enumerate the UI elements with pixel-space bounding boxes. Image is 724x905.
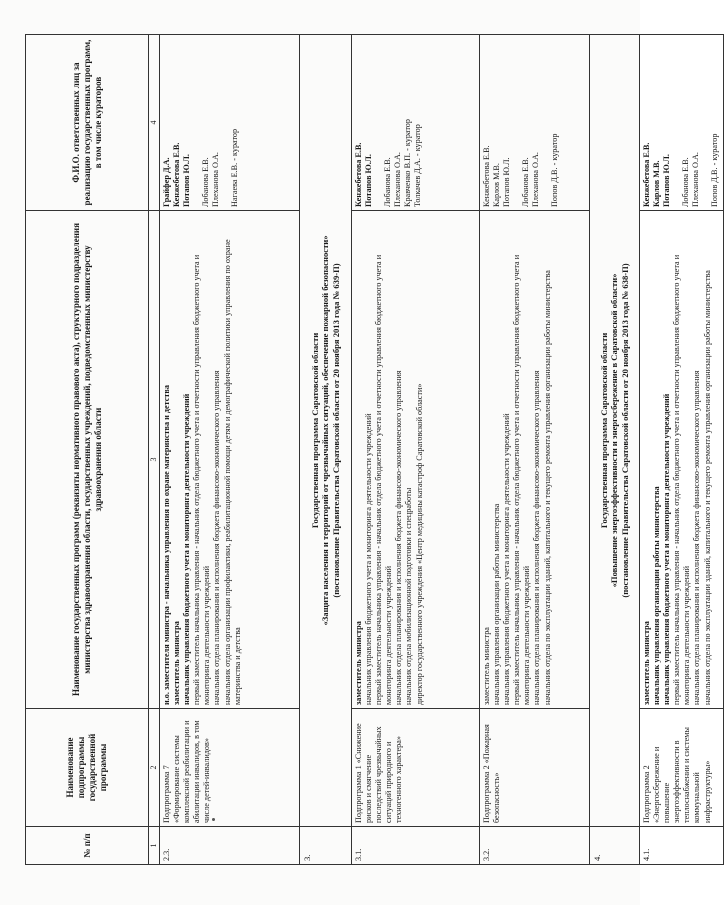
- post-line: заместитель министра: [482, 627, 491, 705]
- column-number-row: [149, 35, 160, 865]
- person-gap: [512, 38, 521, 207]
- post-line: первый заместитель начальника управления - начальник отдела бюджетного учета и отчетности управления бюджетного учета и мониторинга деятельности учреждений: [374, 254, 394, 705]
- col-number: 1: [149, 827, 160, 865]
- section-title: [590, 35, 640, 827]
- post-line: начальник отдела планирования и исполнения бюджета финансово-экономического управления: [692, 370, 702, 705]
- person-name: Плеханова О.А.: [393, 152, 403, 207]
- row-number: 4.: [590, 827, 640, 865]
- post-line: начальник управления организации работы министерства: [652, 486, 662, 705]
- person-gap: [192, 38, 201, 207]
- person-name: Карлов М.В.: [492, 163, 502, 207]
- post-line: начальник отдела планирования и исполнения бюджета финансово-экономического управления: [212, 370, 222, 705]
- col-number: 3: [149, 211, 160, 709]
- post-line: начальник управления бюджетного учета и мониторинга деятельности учреждений: [182, 393, 192, 705]
- row-number: 2.3.: [160, 827, 300, 865]
- header-num: № п/п: [26, 827, 149, 865]
- row-number: 3.2.: [480, 827, 590, 865]
- person-name: Лобанова Е.В.: [383, 157, 393, 207]
- post-line: первый заместитель начальника управления - начальник отдела бюджетного учета и отчетности управления бюджетного учета и мониторинга деятельности учреждений: [672, 254, 692, 705]
- person-gap: [221, 38, 230, 207]
- post-line: первый заместитель начальника управления - начальник отдела бюджетного учета и отчетности управления бюджетного учета и мониторинга деятельности учреждений: [192, 254, 212, 705]
- col-number: 2: [149, 709, 160, 827]
- table-row: [160, 35, 300, 865]
- post-line: начальник управления бюджетного учета и мониторинга деятельности учреждений: [662, 393, 672, 705]
- person-name: Потапов Ю.Л.: [662, 154, 672, 207]
- person-name: Попов Д.В. - куратор: [550, 133, 560, 207]
- post-line: начальник управления бюджетного учета и мониторинга деятельности учреждений: [502, 413, 512, 705]
- person-name: Лобанова Е.В.: [201, 157, 211, 207]
- person-name: Кравченко В.П. - куратор: [403, 119, 413, 207]
- row-number: 4.1.: [640, 827, 724, 865]
- person-name: Лобанова Е.В.: [681, 157, 691, 207]
- post-line: начальник отдела организации профилактики, реабилитационной помощи детям и демографической политики управления по охране материнства и детства: [222, 239, 242, 705]
- section-title-line: (постановление Правительства Саратовской области от 20 ноября 2013 года № 638-П): [619, 263, 630, 598]
- row-number: 3.: [300, 827, 352, 865]
- section-title-line: «Защита населения и территорий от чрезвычайных ситуаций, обеспечение пожарной безопасности»: [320, 235, 331, 626]
- header-name: Наименование государственных программ (реквизиты нормативного правового акта), структурного подразделения министерства здравоохранения области, государственных учреждений, подведомственных министерству здравоохранения области: [26, 211, 149, 709]
- post-line: начальник отдела мобилизационной подготовки и спецработы: [404, 487, 414, 705]
- person-gap: [672, 38, 681, 207]
- post-line: и.о. заместителя министра - начальника управления по охране материнства и детства: [162, 385, 171, 705]
- person-name: Толкачев Д.А. - куратор: [413, 124, 423, 207]
- section-title-line: Государственная программа Саратовской области: [309, 332, 320, 529]
- post-line: первый заместитель начальника управления - начальник отдела бюджетного учета и отчетности управления бюджетного учета и мониторинга деятельности учреждений: [512, 254, 532, 705]
- person-name: Нагаева Е.В. - куратор: [230, 128, 240, 207]
- person-gap: [541, 38, 550, 207]
- section-title-line: (постановление Правительства Саратовской области от 20 ноября 2013 года № 639-П): [330, 263, 341, 598]
- table-row: [480, 35, 590, 865]
- col-number: 4: [149, 35, 160, 211]
- person-name: Грайфер Д.А.: [162, 157, 171, 207]
- rotated-table-wrapper: [25, 35, 720, 865]
- responsibility-table: [25, 34, 724, 865]
- header-persons: Ф.И.О. ответственных лиц за реализацию государственных программ, в том числе кураторов: [26, 35, 149, 211]
- person-name: Плеханова О.А.: [531, 152, 541, 207]
- person-name: Лобанова Е.В.: [521, 157, 531, 207]
- post-line: директор государственного учреждения «Центр медицины катастроф Саратовской области»: [414, 383, 424, 705]
- table-body: [160, 35, 724, 865]
- person-name: Кенжебетова Е.В.: [172, 142, 182, 207]
- responsible-posts: [640, 211, 724, 709]
- person-name: Попов Д.В. - куратор: [710, 133, 720, 207]
- responsible-persons: [640, 35, 724, 211]
- person-name: Кенжебетова Е.В.: [642, 142, 651, 207]
- post-line: начальник отдела планирования и исполнения бюджета финансово-экономического управления: [394, 370, 404, 705]
- person-name: Потапов Ю.Л.: [182, 154, 192, 207]
- post-line: начальник отдела по эксплуатации зданий, капитального и текущего ремонта управления организации работы министерства: [542, 270, 552, 705]
- post-line: начальник отдела планирования и исполнения бюджета финансово-экономического управления: [532, 370, 542, 705]
- post-line: заместитель министра: [172, 621, 182, 705]
- post-line: начальник управления организации работы министерства: [492, 503, 502, 705]
- row-number: 3.1.: [352, 827, 480, 865]
- table-row: [352, 35, 480, 865]
- table-row: [640, 35, 724, 865]
- section-row: [300, 35, 352, 865]
- header-program: Наименование подпрограммы государственной программы: [26, 709, 149, 827]
- section-row: [590, 35, 640, 865]
- table-header-row: [26, 35, 149, 865]
- person-name: Кенжебетова Е.В.: [482, 145, 491, 207]
- person-name: Потапов Ю.Л.: [364, 154, 374, 207]
- person-name: Карлов М.В.: [652, 160, 662, 207]
- responsible-persons: [160, 35, 300, 211]
- section-title: [300, 35, 352, 827]
- post-line: заместитель министра: [642, 621, 651, 705]
- section-title-line: «Повышение энергоэффективности и энергосбережение в Саратовской области»: [609, 273, 620, 588]
- person-name: Плеханова О.А.: [691, 152, 701, 207]
- responsible-persons: [352, 35, 480, 211]
- person-name: Кенжебетова Е.В.: [354, 142, 363, 207]
- person-name: Плеханова О.А.: [211, 152, 221, 207]
- person-name: Потапов Ю.Л.: [502, 157, 512, 207]
- responsible-persons: [480, 35, 590, 211]
- post-line: начальник отдела по эксплуатации зданий, капитального и текущего ремонта управления организации работы министерства: [702, 270, 712, 705]
- responsible-posts: [352, 211, 480, 709]
- subprogram-name: Подпрограмма 1 «Снижение рисков и смягчение последствий чрезвычайных ситуаций природного и техногенного характера»: [352, 709, 480, 827]
- section-title-line: Государственная программа Саратовской области: [598, 332, 609, 529]
- post-line: заместитель министра: [354, 621, 363, 705]
- subprogram-name: Подпрограмма 2 «Пожарная безопасность»: [480, 709, 590, 827]
- responsible-posts: [480, 211, 590, 709]
- post-line: начальник управления бюджетного учета и мониторинга деятельности учреждений: [364, 413, 374, 705]
- responsible-posts: [160, 211, 300, 709]
- person-gap: [701, 38, 710, 207]
- subprogram-name: Подпрограмма 7 «Формирование системы комплексной реабилитации и абилитации инвалидов, в том числе детей-инвалидов»: [160, 709, 300, 827]
- person-gap: [374, 38, 383, 207]
- subprogram-name: Подпрограмма 2 «Энергосбережение и повышение энергоэффективности в теплоснабжении и системы коммунальной инфраструктуры»: [640, 709, 724, 827]
